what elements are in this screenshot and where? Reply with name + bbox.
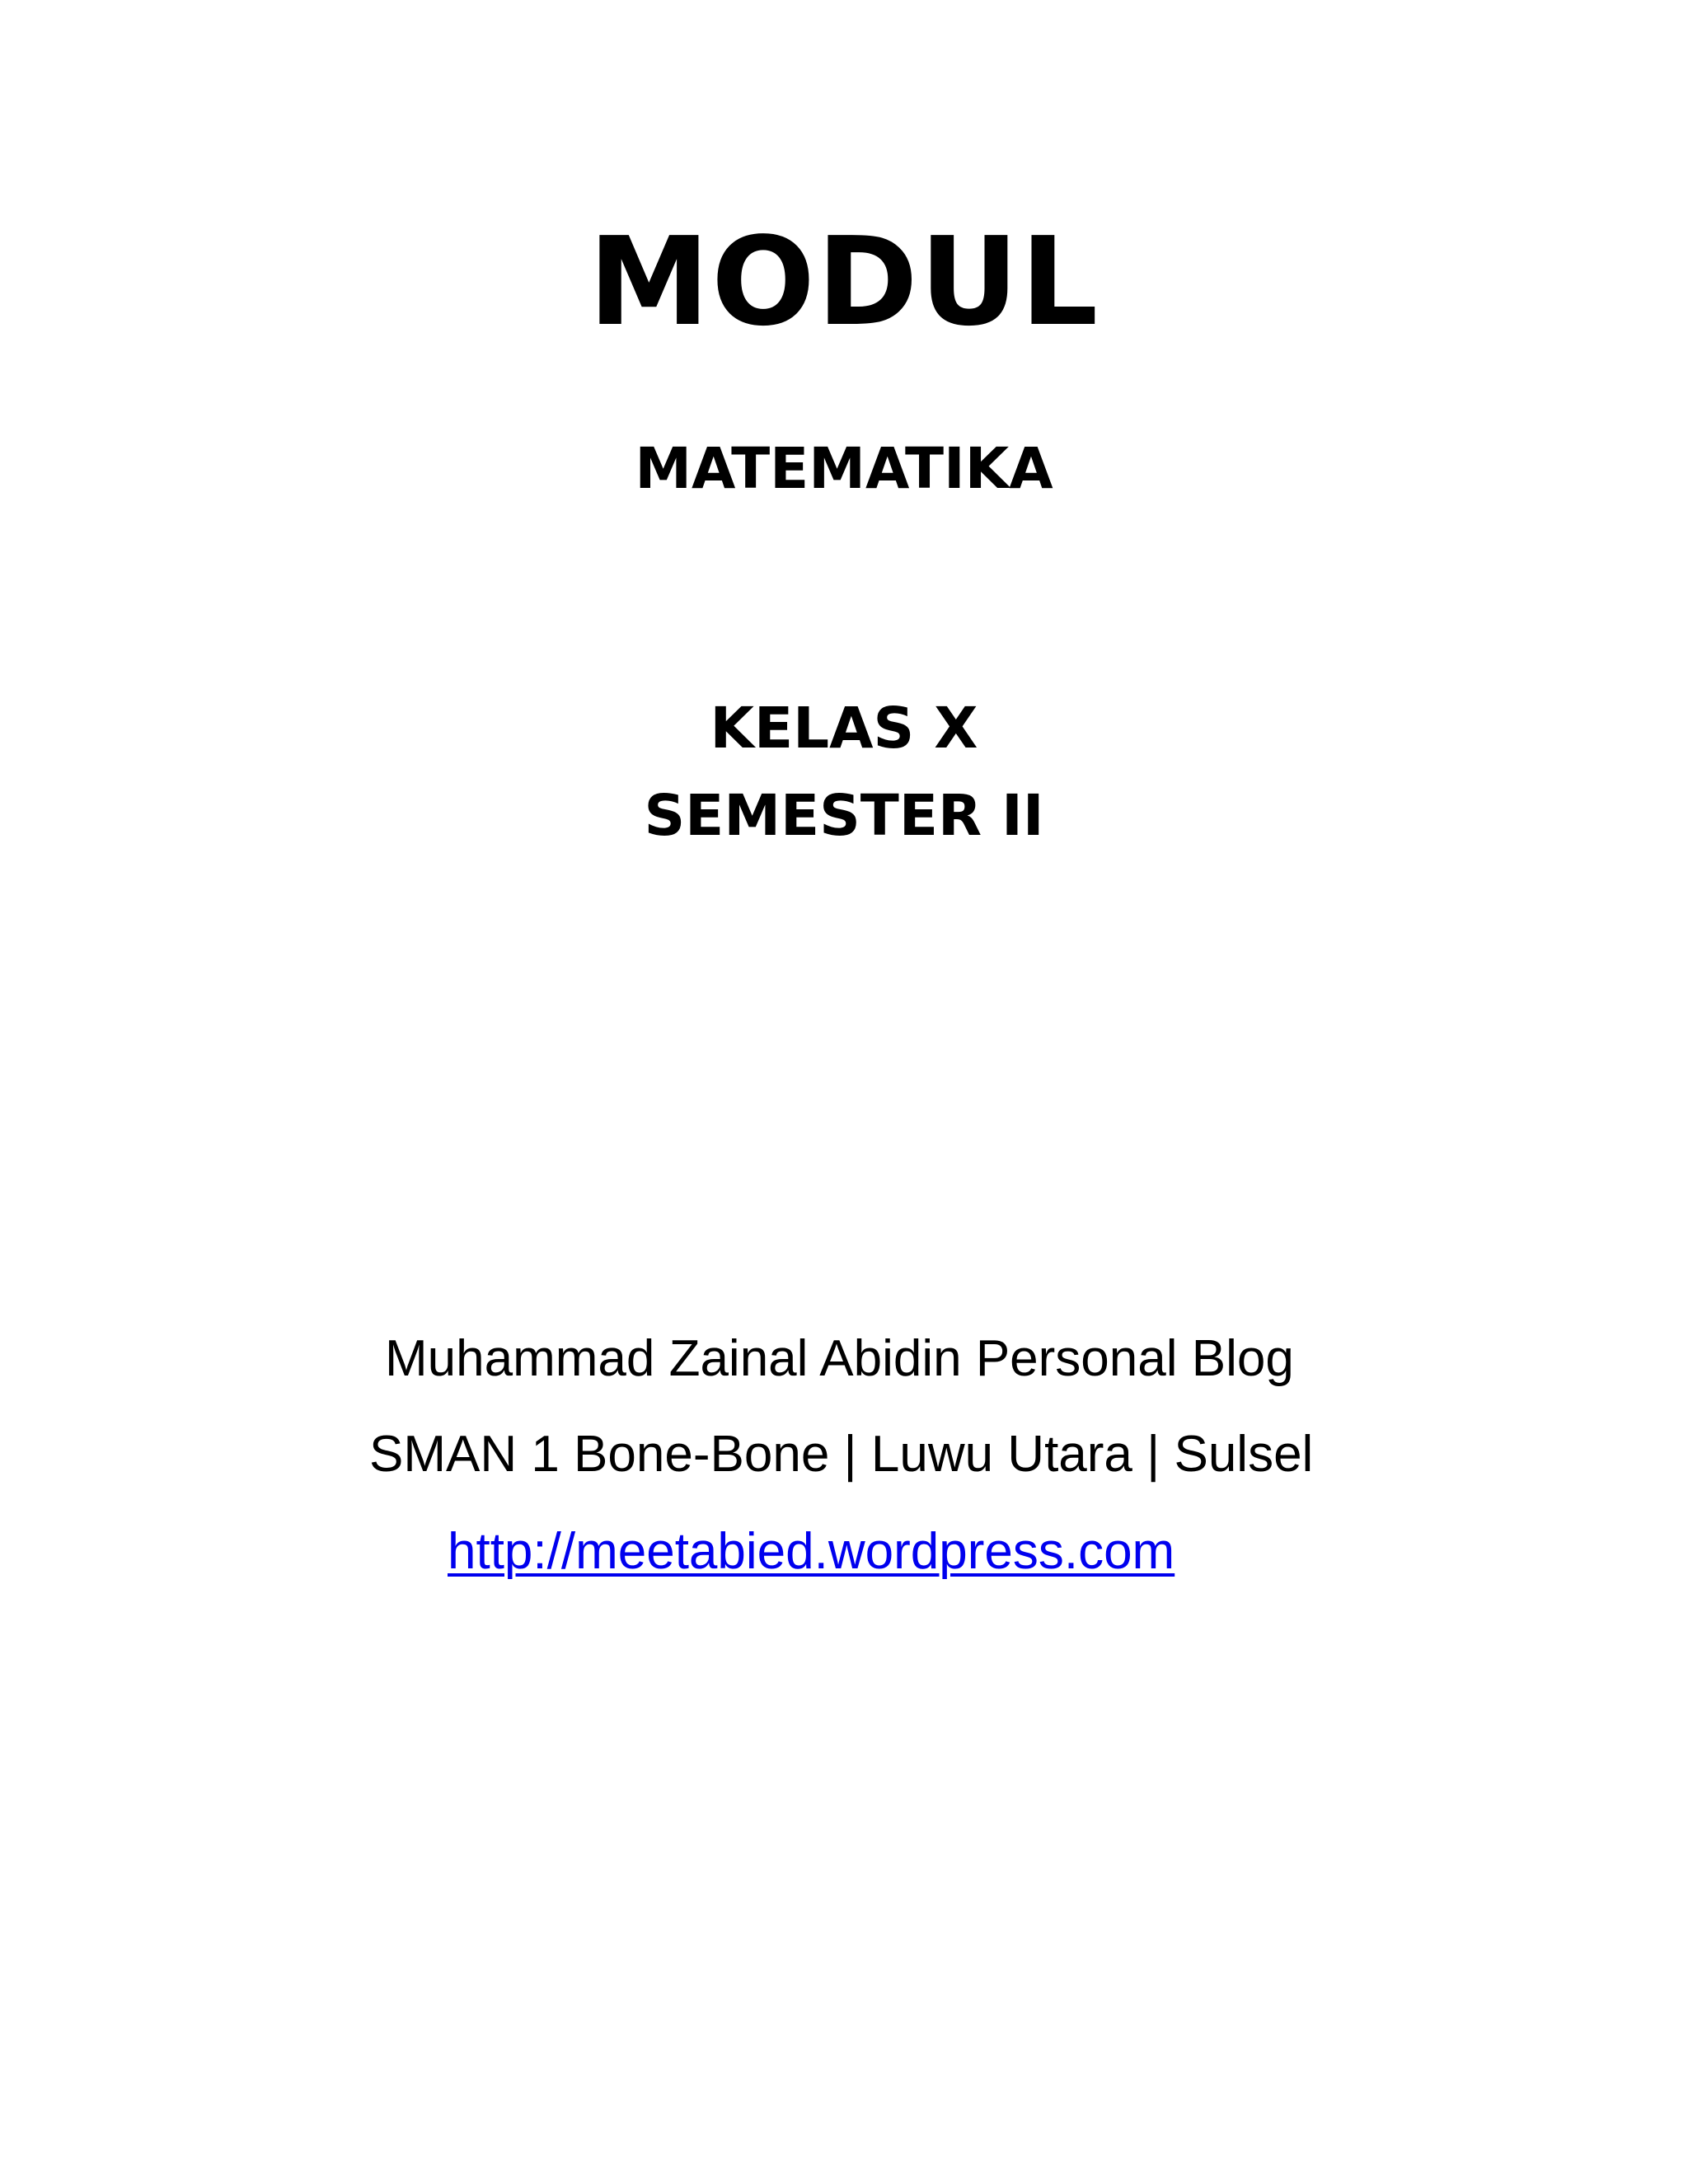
blog-link[interactable]: http://meetabied.wordpress.com (448, 1523, 1175, 1580)
cover-title: MODUL (588, 211, 1100, 353)
author-name-line: Muhammad Zainal Abidin Personal Blog (385, 1330, 1294, 1387)
cover-class-label: KELAS X (710, 696, 978, 762)
school-line: SMAN 1 Bone-Bone | Luwu Utara | Sulsel (369, 1426, 1314, 1483)
cover-semester-label: SEMESTER II (644, 783, 1044, 849)
cover-subject: MATEMATIKA (635, 436, 1053, 502)
